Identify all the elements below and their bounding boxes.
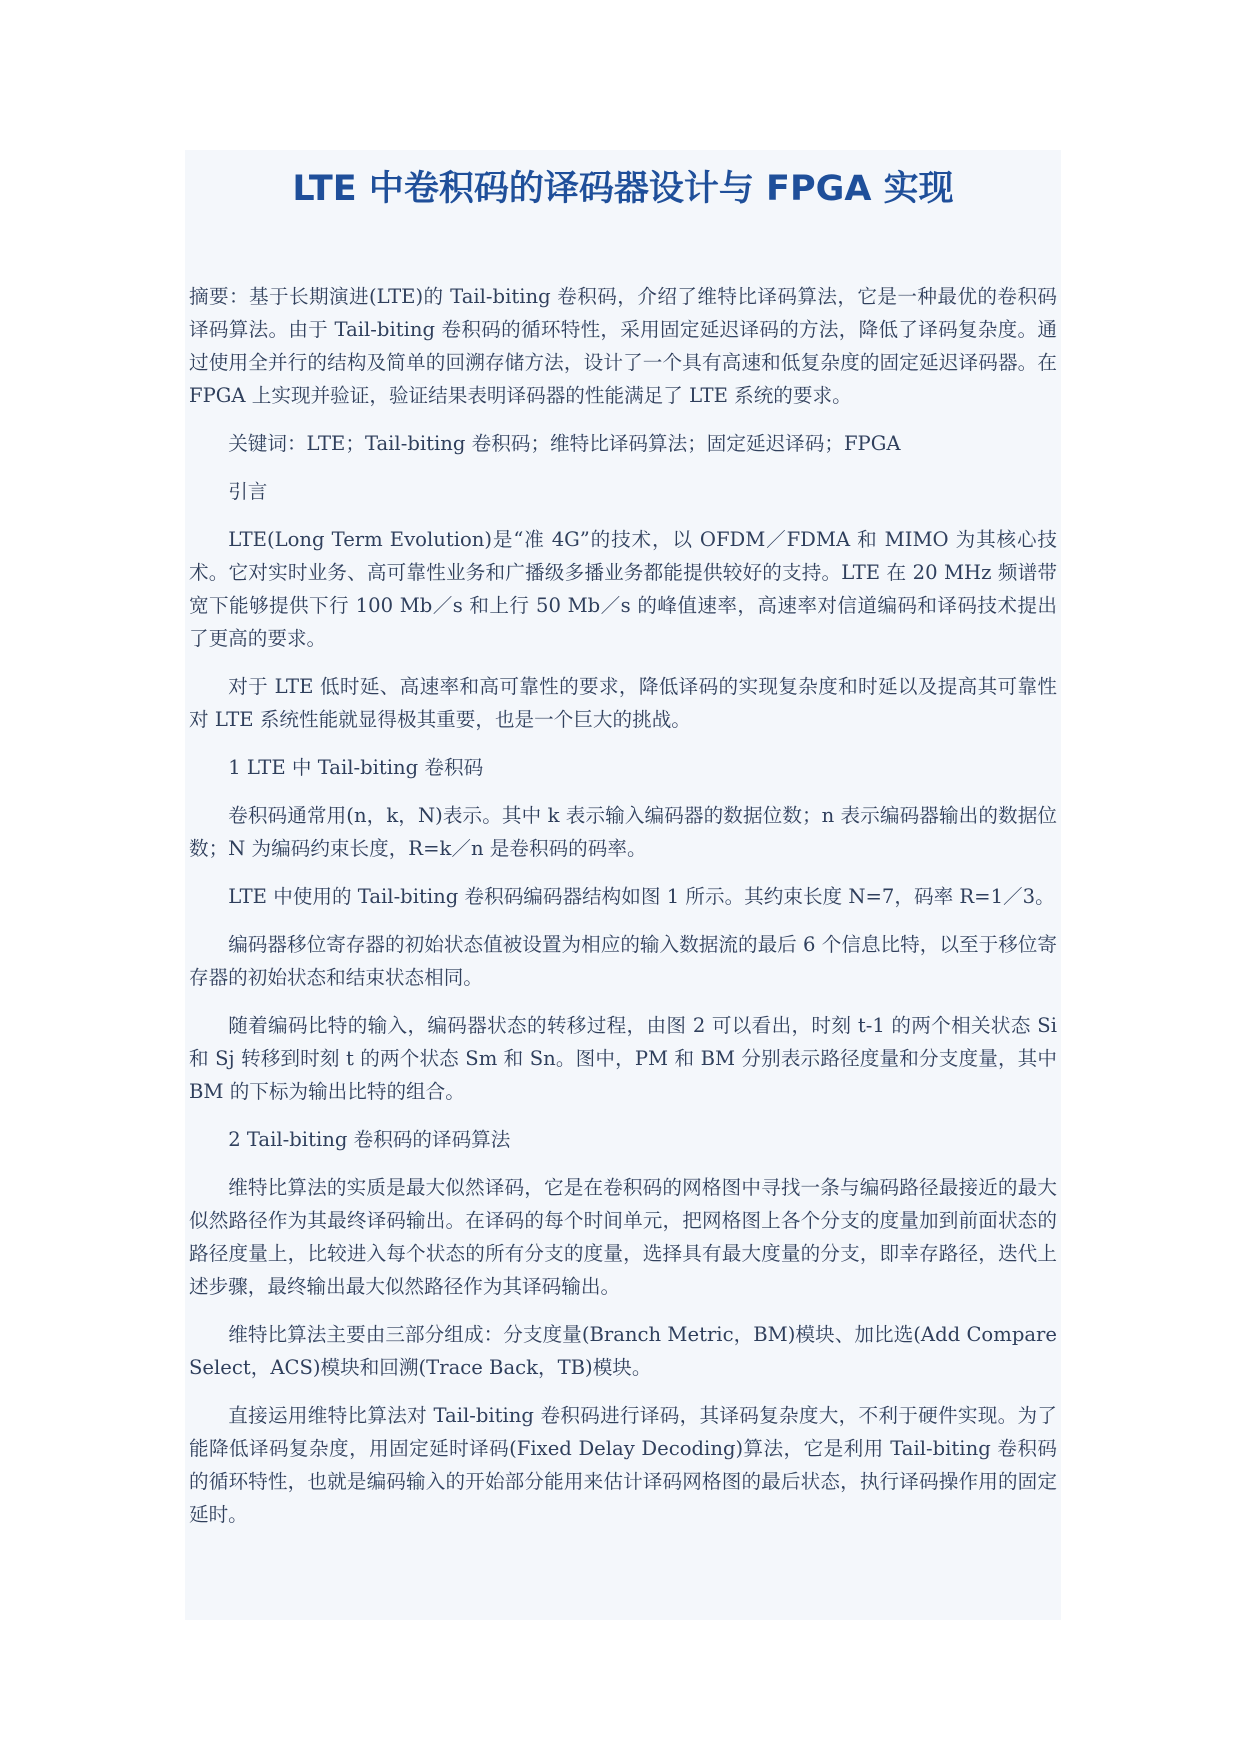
section-2-paragraph-2: 维特比算法主要由三部分组成：分支度量(Branch Metric，BM)模块、加比选(Add Compare Select，ACS)模块和回溯(Trace Back，TB)模块。 xyxy=(189,1323,1057,1379)
section-1-paragraph-4: 随着编码比特的输入，编码器状态的转移过程，由图 2 可以看出，时刻 t-1 的两个相关状态 Si 和 Sj 转移到时刻 t 的两个状态 Sm 和 Sn。图中，PM 和 BM 分别表示路径度量和分支度量，其中 BM 的下标为输出比特的组合。 xyxy=(189,1014,1057,1103)
intro-paragraph-1: LTE(Long Term Evolution)是“准 4G”的技术，以 OFDM／FDMA 和 MIMO 为其核心技术。它对实时业务、高可靠性业务和广播级多播业务都能提供较好的支持。LTE 在 20 MHz 频谱带宽下能够提供下行 100 Mb／s 和上行 50 Mb／s 的峰值速率，高速率对信道编码和译码技术提出了更高的要求。 xyxy=(189,528,1057,650)
intro-paragraph-2: 对于 LTE 低时延、高速率和高可靠性的要求，降低译码的实现复杂度和时延以及提高其可靠性对 LTE 系统性能就显得极其重要，也是一个巨大的挑战。 xyxy=(189,675,1057,731)
section-1-paragraph-2: LTE 中使用的 Tail-biting 卷积码编码器结构如图 1 所示。其约束长度 N=7，码率 R=1／3。 xyxy=(228,885,1055,908)
intro-heading: 引言 xyxy=(228,480,268,503)
document-panel xyxy=(185,150,1061,1620)
section-1-paragraph-1: 卷积码通常用(n，k，N)表示。其中 k 表示输入编码器的数据位数；n 表示编码器输出的数据位数；N 为编码约束长度，R=k／n 是卷积码的码率。 xyxy=(189,804,1057,860)
section-1-paragraph-3: 编码器移位寄存器的初始状态值被设置为相应的输入数据流的最后 6 个信息比特，以至于移位寄存器的初始状态和结束状态相同。 xyxy=(189,933,1057,989)
abstract-paragraph: 摘要：基于长期演进(LTE)的 Tail-biting 卷积码，介绍了维特比译码算法，它是一种最优的卷积码译码算法。由于 Tail-biting 卷积码的循环特性，采用固定延迟译码的方法，降低了译码复杂度。通过使用全并行的结构及简单的回溯存储方法，设计了一个具有高速和低复杂度的固定延迟译码器。在 FPGA 上实现并验证，验证结果表明译码器的性能满足了 LTE 系统的要求。 xyxy=(189,285,1057,407)
keywords-paragraph: 关键词：LTE；Tail-biting 卷积码；维特比译码算法；固定延迟译码；FPGA xyxy=(228,432,901,455)
document-title: LTE 中卷积码的译码器设计与 FPGA 实现 xyxy=(292,169,954,209)
section-2-paragraph-3: 直接运用维特比算法对 Tail-biting 卷积码进行译码，其译码复杂度大，不利于硬件实现。为了能降低译码复杂度，用固定延时译码(Fixed Delay Decoding)算法，它是利用 Tail-biting 卷积码的循环特性，也就是编码输入的开始部分能用来估计译码网格图的最后状态，执行译码操作用的固定延时。 xyxy=(189,1404,1057,1526)
section-1-heading: 1 LTE 中 Tail-biting 卷积码 xyxy=(228,756,484,779)
document-body xyxy=(189,280,1057,1546)
section-2-paragraph-1: 维特比算法的实质是最大似然译码，它是在卷积码的网格图中寻找一条与编码路径最接近的最大似然路径作为其最终译码输出。在译码的每个时间单元，把网格图上各个分支的度量加到前面状态的路径度量上，比较进入每个状态的所有分支的度量，选择具有最大度量的分支，即幸存路径，迭代上述步骤，最终输出最大似然路径作为其译码输出。 xyxy=(189,1176,1057,1298)
section-2-heading: 2 Tail-biting 卷积码的译码算法 xyxy=(228,1128,511,1151)
